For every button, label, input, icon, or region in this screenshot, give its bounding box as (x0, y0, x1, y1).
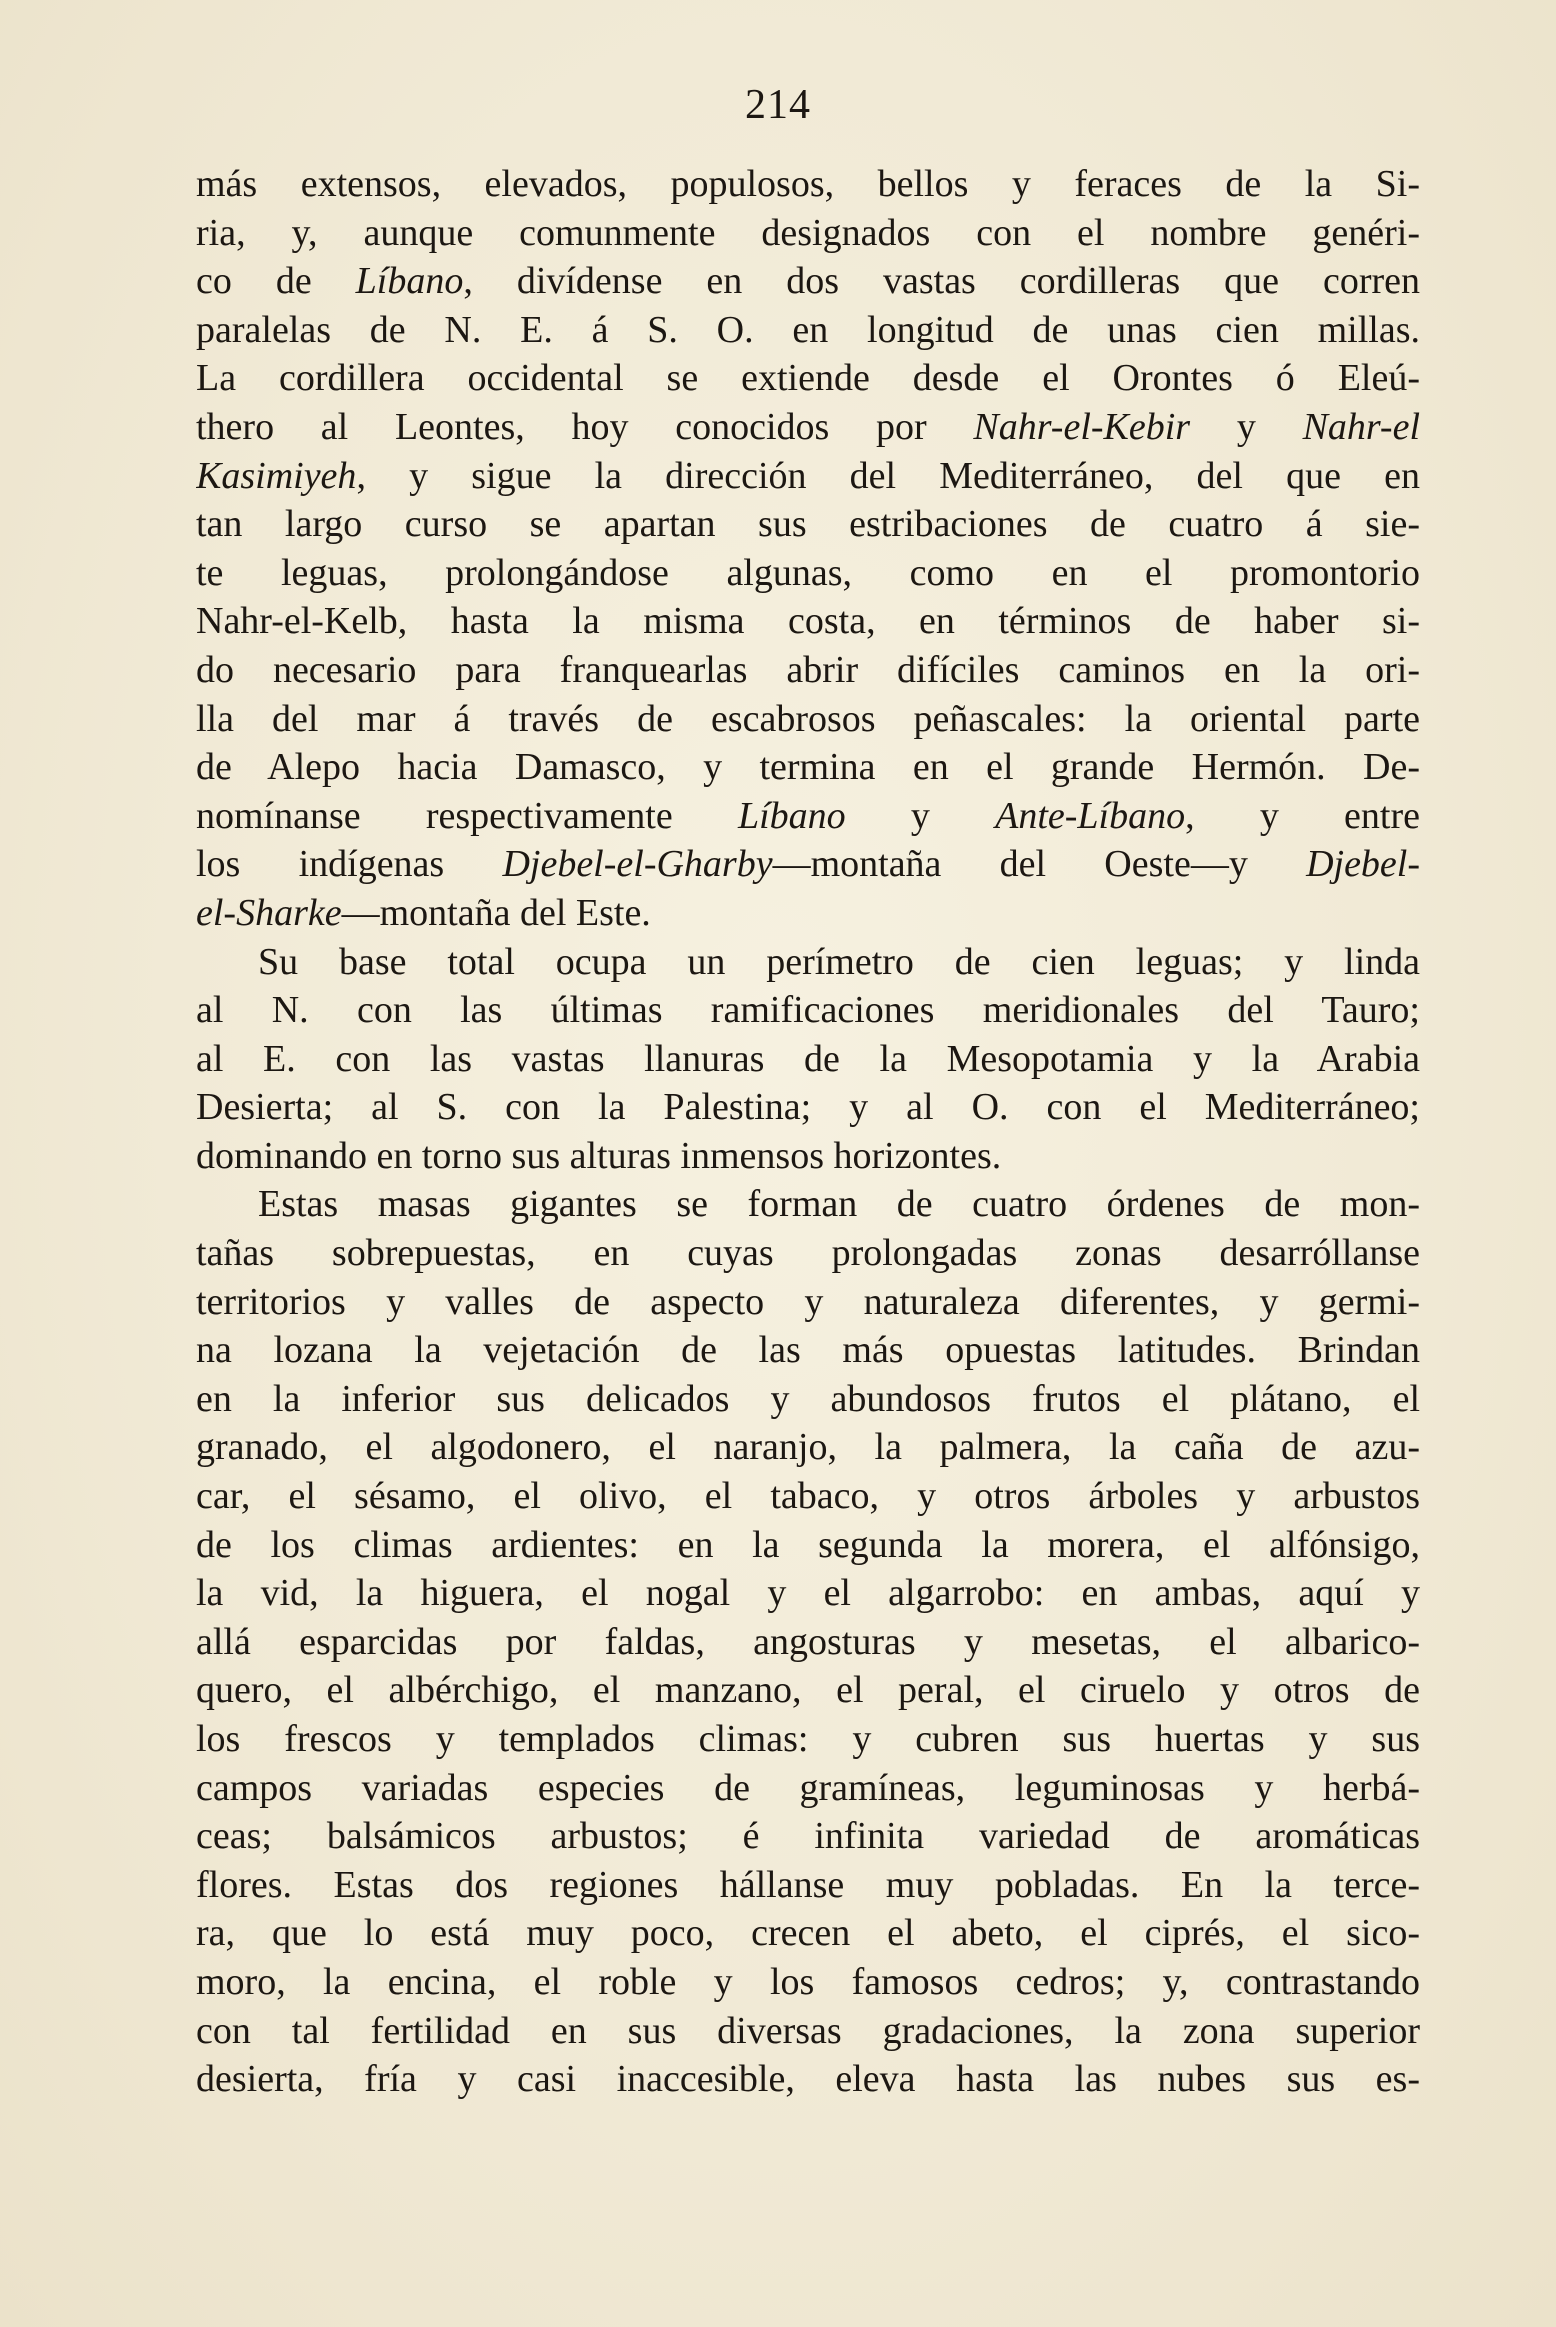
text-segment: en la inferior sus delicados y abundosos frutos el plátano, el (196, 1377, 1420, 1420)
text-line (196, 306, 1420, 355)
page-number: 214 (745, 82, 811, 128)
text-segment: la vid, la higuera, el nogal y el algarrobo: en ambas, aquí y (196, 1572, 1420, 1615)
italic-term: el-Sharke (196, 891, 342, 934)
text-line (196, 1521, 1420, 1570)
text-line (196, 257, 1420, 306)
text-segment: territorios y valles de aspecto y naturaleza diferentes, y germi- (196, 1280, 1420, 1323)
text-segment: , y sigue la dirección del Mediterráneo, del que en (356, 454, 1420, 497)
text-line (196, 1472, 1420, 1521)
text-segment: flores. Estas dos regiones hállanse muy pobladas. En la terce- (196, 1863, 1420, 1906)
text-segment: moro, la encina, el roble y los famosos cedros; y, contrastando (196, 1960, 1420, 2003)
text-segment: nomínanse respectivamente (196, 794, 738, 837)
text-line (196, 2055, 1420, 2104)
text-segment: co de (196, 260, 356, 303)
text-line (196, 549, 1420, 598)
text-line (196, 1666, 1420, 1715)
text-segment: lla del mar á través de escabrosos peñascales: la oriental parte (196, 697, 1420, 740)
text-segment: granado, el algodonero, el naranjo, la palmera, la caña de azu- (196, 1426, 1420, 1469)
text-segment: ria, y, aunque comunmente designados con el nombre genéri- (196, 211, 1420, 254)
text-segment: y (1190, 405, 1303, 448)
text-line (196, 938, 1420, 987)
text-line (196, 743, 1420, 792)
text-line (196, 209, 1420, 258)
text-segment: desierta, fría y casi inaccesible, eleva hasta las nubes sus es- (196, 2058, 1420, 2101)
text-segment: tan largo curso se apartan sus estribaciones de cuatro á sie- (196, 503, 1420, 546)
text-line (196, 1764, 1420, 1813)
text-segment: , divídense en dos vastas cordilleras que corren (463, 260, 1420, 303)
text-segment: más extensos, elevados, populosos, bellos y feraces de la Si- (196, 163, 1420, 205)
text-line (196, 1180, 1420, 1229)
text-segment: al N. con las últimas ramificaciones meridionales del Tauro; (196, 989, 1420, 1032)
text-segment: thero al Leontes, hoy conocidos por (196, 405, 974, 448)
text-line (196, 452, 1420, 501)
text-segment: con tal fertilidad en sus diversas gradaciones, la zona superior (196, 2009, 1420, 2052)
text-segment: los indígenas (196, 843, 503, 886)
text-segment: Nahr-el-Kelb, hasta la misma costa, en términos de haber si- (196, 600, 1420, 643)
text-segment: tañas sobrepuestas, en cuyas prolongadas zonas desarróllanse (196, 1232, 1420, 1275)
text-line (196, 840, 1420, 889)
text-line (196, 1909, 1420, 1958)
text-segment: campos variadas especies de gramíneas, leguminosas y herbá- (196, 1766, 1420, 1809)
text-segment: de los climas ardientes: en la segunda la morera, el alfónsigo, (196, 1523, 1420, 1566)
text-line (196, 1229, 1420, 1278)
text-line (196, 1958, 1420, 2007)
text-line (196, 792, 1420, 841)
text-segment: , y entre (1185, 794, 1420, 837)
text-segment: na lozana la vejetación de las más opuestas latitudes. Brindan (196, 1329, 1420, 1372)
text-segment: Su base total ocupa un perímetro de cien leguas; y linda (258, 940, 1420, 983)
text-line (196, 695, 1420, 744)
italic-term: Líbano (737, 794, 846, 837)
text-line (196, 1569, 1420, 1618)
italic-term: Djebel- (1306, 843, 1420, 886)
text-segment: al E. con las vastas llanuras de la Mesopotamia y la Arabia (196, 1037, 1420, 1080)
text-segment: dominando en torno sus alturas inmensos horizontes. (196, 1134, 1002, 1177)
italic-term: Nahr-el (1302, 405, 1420, 448)
text-line (196, 646, 1420, 695)
text-line (196, 889, 1420, 938)
text-segment: los frescos y templados climas: y cubren sus huertas y sus (196, 1718, 1420, 1760)
text-segment: quero, el albérchigo, el manzano, el peral, el ciruelo y otros de (196, 1669, 1420, 1712)
text-line (196, 1278, 1420, 1327)
text-segment: de Alepo hacia Damasco, y termina en el grande Hermón. De- (196, 746, 1420, 789)
text-line (196, 1132, 1420, 1181)
text-line (196, 354, 1420, 403)
italic-term: Ante-Líbano (995, 794, 1186, 837)
text-line (196, 1035, 1420, 1084)
text-segment: —montaña del Oeste—y (772, 843, 1307, 886)
text-segment: do necesario para franquearlas abrir difíciles caminos en la ori- (196, 648, 1420, 691)
text-segment: Estas masas gigantes se forman de cuatro órdenes de mon- (258, 1183, 1420, 1226)
text-line (196, 1326, 1420, 1375)
body-text (196, 160, 1420, 2104)
text-segment: te leguas, prolongándose algunas, como en el promontorio (196, 551, 1420, 594)
text-line (196, 2007, 1420, 2056)
text-segment: y (845, 794, 996, 837)
italic-term: Líbano (355, 260, 464, 303)
text-line (196, 986, 1420, 1035)
text-segment: paralelas de N. E. á S. O. en longitud de unas cien millas. (196, 308, 1420, 351)
italic-term: Kasimiyeh (196, 454, 357, 497)
text-segment: ra, que lo está muy poco, crecen el abeto, el ciprés, el sico- (196, 1912, 1420, 1955)
text-segment: allá esparcidas por faldas, angosturas y mesetas, el albarico- (196, 1620, 1420, 1663)
text-line (196, 1812, 1420, 1861)
text-segment: La cordillera occidental se extiende desde el Orontes ó Eleú- (196, 357, 1420, 400)
italic-term: Djebel-el-Gharby (502, 843, 773, 886)
text-line (196, 403, 1420, 452)
text-segment: —montaña del Este. (341, 891, 651, 934)
text-segment: car, el sésamo, el olivo, el tabaco, y otros árboles y arbustos (196, 1475, 1420, 1518)
text-line (196, 1618, 1420, 1667)
text-segment: Desierta; al S. con la Palestina; y al O. con el Mediterráneo; (196, 1086, 1420, 1129)
text-line (196, 500, 1420, 549)
text-line (196, 1375, 1420, 1424)
text-line (196, 1083, 1420, 1132)
italic-term: Nahr-el-Kebir (973, 405, 1191, 448)
text-line (196, 1715, 1420, 1764)
text-line (196, 1861, 1420, 1910)
text-line (196, 597, 1420, 646)
text-line (196, 160, 1420, 209)
text-segment: ceas; balsámicos arbustos; é infinita variedad de aromáticas (196, 1815, 1420, 1858)
text-line (196, 1423, 1420, 1472)
